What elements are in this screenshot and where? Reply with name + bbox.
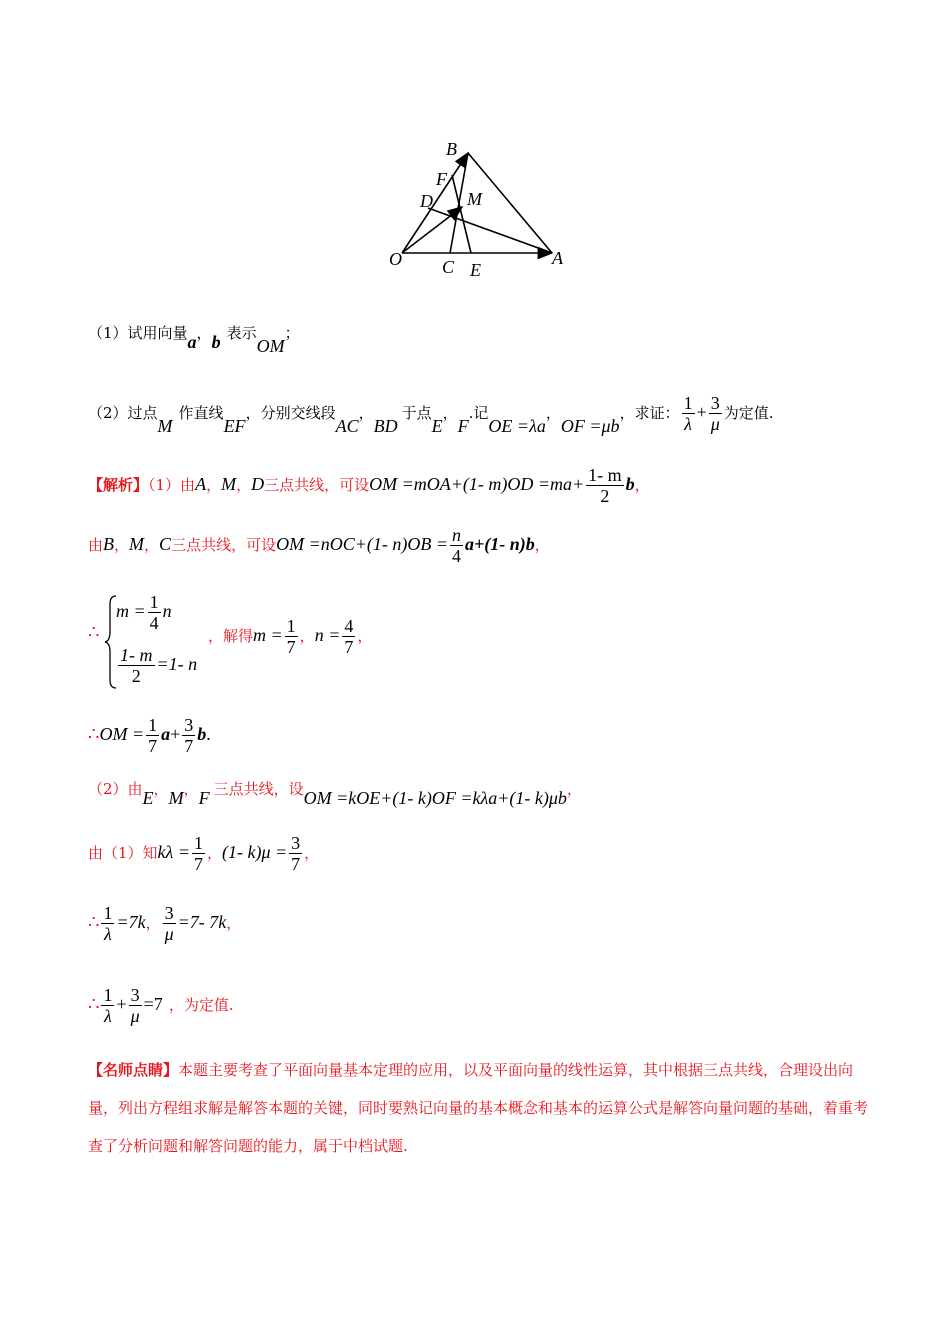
solution-line-4 (88, 715, 211, 756)
geometry-figure (380, 135, 580, 285)
q1-prefix: （1）试用向量 (88, 324, 188, 342)
q2-plus: + (696, 402, 707, 422)
teacher-note (88, 1051, 868, 1165)
sol8-t1: ，为定值. (168, 996, 234, 1014)
solution-line-8 (88, 985, 234, 1026)
sol4-therefore: ∴ (88, 724, 100, 744)
label-B: B (446, 139, 457, 159)
note-text: 本题主要考查了平面向量基本定理的应用，以及平面向量的线性运算，其中根据三点共线，合理设出向量，列出方程组求解是解答本题的关键，同时要熟记向量的基本概念和基本的运算公式是解答向量问题的基础，着重考查了分析问题和解答问题的能力，属于中档试题. (88, 1061, 869, 1155)
sol6-frac2: $\frac{3}{7}$ (291, 833, 301, 874)
label-E: E (470, 260, 481, 280)
q2-E: E (431, 416, 443, 436)
sol2-frac: $\frac{n}{4}$ (452, 525, 461, 566)
sol2-C: C (159, 534, 172, 554)
sol4-frac1: $\frac{1}{7}$ (148, 715, 158, 756)
q1-sep: ， (196, 324, 212, 342)
q2-M: M (157, 416, 173, 436)
q1-vector-b: b (211, 332, 221, 352)
sol2-end: ， (534, 536, 550, 554)
label-O: O (389, 249, 402, 269)
segment-OM (402, 207, 462, 253)
sol8-plus: + (116, 994, 127, 1014)
q2-EF: EF (223, 416, 246, 436)
q2-c1: ， (358, 404, 374, 422)
sol7-eq2: =7- 7k (177, 912, 227, 932)
solution-line-2 (88, 525, 550, 566)
q2-t4: .记 (468, 404, 489, 422)
q2-eq1: OE =λa (488, 416, 546, 436)
sol5-c2: ， (183, 780, 199, 798)
sol2-B: B (103, 534, 115, 554)
sol7-frac2: $\frac{3}{\mu}$ (164, 903, 174, 944)
solution-line-3 (88, 590, 488, 690)
sol1-c1: ， (206, 476, 222, 494)
q2-t1: 作直线 (178, 404, 224, 422)
system-line-2: $\frac{1- m}{2}$ =1- n (120, 645, 198, 686)
sol5-E: E (142, 788, 154, 808)
q2-BD: BD (373, 416, 398, 436)
sol1-frac: $\frac{1- m}{2}$ (588, 465, 622, 506)
label-A: A (552, 248, 563, 268)
therefore-symbol: ∴ (88, 622, 100, 642)
sol7-c1: ， (145, 914, 161, 932)
solution-line-1 (88, 465, 650, 506)
question-2 (88, 393, 774, 443)
q2-t6: 为定值. (723, 404, 774, 422)
sol2-eq: OM =nOC+(1- n)OB = (276, 534, 448, 554)
sol8-therefore: ∴ (88, 994, 100, 1014)
solution-line-5 (88, 778, 582, 818)
sol6-t1: 由（1）知 (88, 844, 158, 862)
sol4-a: a (161, 724, 171, 744)
solution-line-6 (88, 833, 319, 874)
sol1-end: ， (634, 476, 650, 494)
sol6-frac1: $\frac{1}{7}$ (193, 833, 203, 874)
sol2-t2: 三点共线，可设 (171, 536, 277, 554)
sol8-frac1: $\frac{1}{\lambda}$ (103, 985, 113, 1026)
q2-c2: ， (442, 404, 458, 422)
sol7-therefore: ∴ (88, 912, 100, 932)
sol5-F: F (198, 788, 210, 808)
sol6-eq2: (1- k)μ = (222, 842, 288, 862)
q2-eq2: OF =μb (560, 416, 620, 436)
solution-line-7 (88, 903, 241, 944)
q2-F: F (457, 416, 469, 436)
analysis-tag: 【解析】 (88, 476, 149, 494)
sol5-t1: （2）由 (88, 780, 143, 798)
sol2-tail: a+(1- n)b (465, 534, 535, 554)
sol8-eq: =7 (143, 994, 163, 1014)
q1-OM: OM (256, 336, 285, 356)
q2-c3: ， (545, 404, 561, 422)
q1-end: ； (284, 324, 300, 342)
sol4-end: . (206, 724, 211, 744)
q1-represent: 表示 (226, 324, 257, 342)
sol4-plus: + (170, 724, 181, 744)
q2-AC: AC (335, 416, 359, 436)
q2-t5: ，求证： (619, 404, 680, 422)
sol5-c1: ， (153, 780, 169, 798)
sol7-frac1: $\frac{1}{\lambda}$ (103, 903, 113, 944)
sol4-eq: OM = (99, 724, 145, 744)
q1-vector-a: a (187, 332, 197, 352)
q2-t3: 于点 (401, 404, 432, 422)
label-M: M (467, 189, 482, 209)
system-solution: ，解得m = $\frac{1}{7}$ ，n = $\frac{4}{7}$ ， (208, 616, 373, 657)
sol2-c1: ， (114, 536, 130, 554)
label-F: F (436, 169, 447, 189)
sol1-t1: （1）由 (148, 476, 196, 494)
sol1-t2: 三点共线，可设 (264, 476, 370, 494)
system-line-1: m = $\frac{1}{4}$ n (116, 592, 172, 633)
question-1 (88, 322, 300, 362)
sol1-tail: b (625, 474, 635, 494)
sol5-t2: 三点共线，设 (213, 780, 304, 798)
sol1-M: M (221, 474, 237, 494)
q2-frac1: $\frac{1}{\lambda}$ (683, 393, 693, 434)
label-D: D (420, 191, 433, 211)
sol4-b: b (197, 724, 207, 744)
sol7-eq1: =7k (116, 912, 146, 932)
label-C: C (442, 257, 455, 277)
sol5-M: M (168, 788, 184, 808)
sol5-end: ， (566, 780, 582, 798)
sol6-eq1: kλ = (157, 842, 190, 862)
q2-prefix: （2）过点 (88, 404, 158, 422)
sol2-M: M (129, 534, 145, 554)
sol1-eq: OM =mOA+(1- m)OD =ma+ (369, 474, 585, 494)
note-tag: 【名师点睛】 (88, 1061, 179, 1079)
sol6-end: ， (304, 844, 320, 862)
sol7-end: ， (226, 914, 242, 932)
q2-frac2: $\frac{3}{\mu}$ (710, 393, 720, 434)
sol2-c2: ， (144, 536, 160, 554)
sol8-frac2: $\frac{3}{\mu}$ (130, 985, 140, 1026)
sol4-frac2: $\frac{3}{7}$ (184, 715, 194, 756)
sol1-c2: ， (236, 476, 252, 494)
sol1-D: D (251, 474, 265, 494)
q2-t2: ，分别交线段 (245, 404, 336, 422)
sol5-eq: OM =kOE+(1- k)OF =kλa+(1- k)μb (303, 788, 567, 808)
sol2-t1: 由 (88, 536, 104, 554)
sol6-c1: ， (206, 844, 222, 862)
sol1-A: A (195, 474, 207, 494)
